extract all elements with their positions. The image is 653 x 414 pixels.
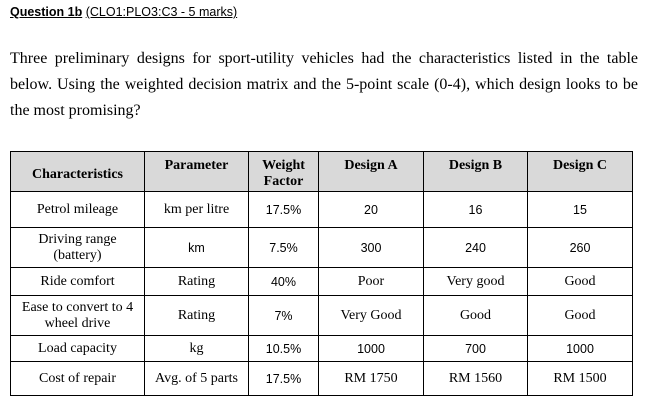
cell-design-b: Good [424,296,528,336]
table-row [11,268,633,296]
cell-characteristic: Petrol mileage [11,192,145,228]
cell-weight: 17.5% [249,362,319,396]
decision-matrix-table [10,151,633,396]
cell-parameter: Avg. of 5 parts [145,362,249,396]
header-design-b: Design B [424,152,528,192]
cell-parameter: kg [145,336,249,362]
cell-design-c: Good [528,268,633,296]
cell-weight: 7% [249,296,319,336]
cell-design-a: Very Good [319,296,424,336]
cell-design-b: Very good [424,268,528,296]
cell-weight: 7.5% [249,228,319,268]
table-row [11,192,633,228]
header-weight-line1: Weight [262,158,305,173]
cell-weight: 17.5% [249,192,319,228]
cell-design-a: RM 1750 [319,362,424,396]
table-row [11,228,633,268]
cell-weight: 10.5% [249,336,319,362]
header-characteristics: Characteristics [11,152,145,192]
cell-parameter: km [145,228,249,268]
cell-parameter: km per litre [145,192,249,228]
cell-design-c: 15 [528,192,633,228]
cell-parameter: Rating [145,296,249,336]
cell-design-c: RM 1500 [528,362,633,396]
cell-characteristic-line2: (battery) [53,247,102,263]
cell-parameter: Rating [145,268,249,296]
cell-design-c: Good [528,296,633,336]
cell-design-a: 300 [319,228,424,268]
cell-design-b: 700 [424,336,528,362]
cell-design-a: 20 [319,192,424,228]
header-design-c: Design C [528,152,633,192]
cell-characteristic-line1: Ease to convert to 4 [21,299,134,315]
cell-design-c: 260 [528,228,633,268]
question-marks: (CLO1:PLO3:C3 - 5 marks) [85,5,238,19]
table-header-row [11,152,633,192]
cell-design-b: 16 [424,192,528,228]
cell-characteristic: Ride comfort [11,268,145,296]
table-row [11,296,633,336]
question-text: Three preliminary designs for sport-utility vehicles had the characteristics listed in the table below. Using the weighted decision matrix and the 5-point scale (0-4), which design looks to be the most promising? [10,50,638,119]
cell-characteristic [11,228,145,268]
table-row [11,336,633,362]
question-number: Question 1b [10,5,83,19]
cell-characteristic-line1: Driving range [38,231,117,247]
table-row [11,362,633,396]
cell-characteristic-line2: wheel drive [44,315,111,331]
header-design-a: Design A [319,152,424,192]
cell-design-c: 1000 [528,336,633,362]
cell-design-a: 1000 [319,336,424,362]
header-weight-line2: Factor [263,174,304,189]
cell-characteristic: Cost of repair [11,362,145,396]
cell-characteristic [11,296,145,336]
header-weight-factor [249,152,319,192]
cell-design-a: Poor [319,268,424,296]
cell-design-b: RM 1560 [424,362,528,396]
cell-weight: 40% [249,268,319,296]
question-heading [10,5,237,19]
header-parameter: Parameter [145,152,249,192]
cell-characteristic: Load capacity [11,336,145,362]
cell-design-b: 240 [424,228,528,268]
